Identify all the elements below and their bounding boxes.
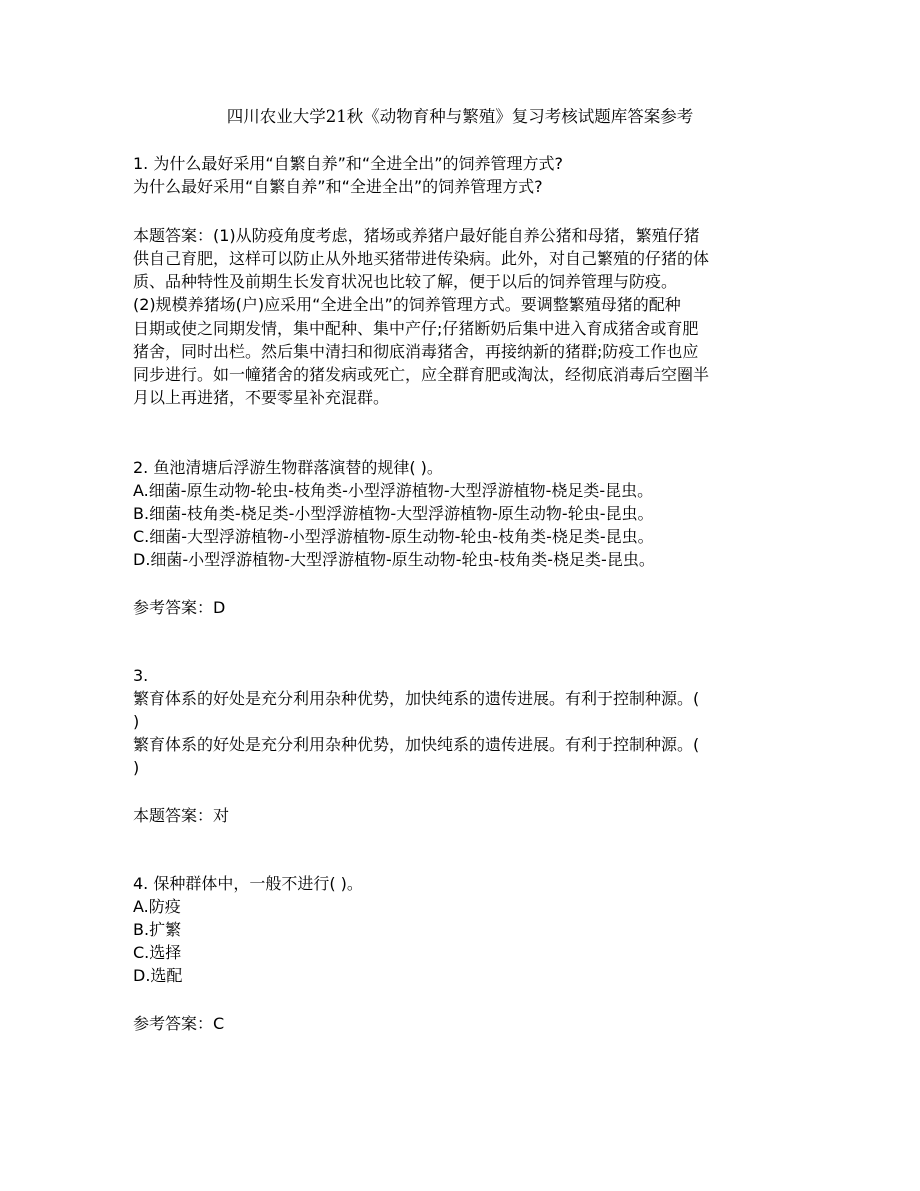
answer-line: 同步进行。如一幢猪舍的猪发病或死亡，应全群育肥或淘汰，经彻底消毒后空圈半 <box>133 365 710 384</box>
question-3-line: ) <box>133 712 140 731</box>
option-a: A.防疫 <box>133 897 181 916</box>
option-c: C.选择 <box>133 943 182 962</box>
option-b: B.细菌-枝角类-桡足类-小型浮游植物-大型浮游植物-原生动物-轮虫-昆虫。 <box>133 504 654 523</box>
question-4-stem: 4. 保种群体中，一般不进行( )。 <box>133 874 363 893</box>
answer-line: 本题答案：(1)从防疫角度考虑，猪场或养猪户最好能自养公猪和母猪，繁殖仔猪 <box>133 226 700 245</box>
answer-line: 质、品种特性及前期生长发育状况也比较了解，便于以后的饲养管理与防疫。 <box>133 272 678 291</box>
answer-line: 猪舍，同时出栏。然后集中清扫和彻底消毒猪舍，再接纳新的猪群;防疫工作也应 <box>133 342 699 361</box>
question-3-line: ) <box>133 758 140 777</box>
answer-line: 供自己育肥，这样可以防止从外地买猪带进传染病。此外，对自己繁殖的仔猪的体 <box>133 249 710 268</box>
question-3-answer: 本题答案：对 <box>133 806 230 825</box>
question-2-answer: 参考答案：D <box>133 598 226 617</box>
answer-line: (2)规模养猪场(户)应采用“全进全出”的饲养管理方式。要调整繁殖母猪的配种 <box>133 295 681 314</box>
question-3-line: 繁育体系的好处是充分利用杂种优势，加快纯系的遗传进展。有利于控制种源。( <box>133 735 700 754</box>
option-c: C.细菌-大型浮游植物-小型浮游植物-原生动物-轮虫-枝角类-桡足类-昆虫。 <box>133 527 654 546</box>
document-title: 四川农业大学21秋《动物育种与繁殖》复习考核试题库答案参考 <box>226 107 694 126</box>
answer-line: 月以上再进猪，不要零星补充混群。 <box>133 388 390 407</box>
question-1-line-1: 1. 为什么最好采用“自繁自养”和“全进全出”的饲养管理方式? <box>133 154 564 173</box>
question-2-stem: 2. 鱼池清塘后浮游生物群落演替的规律( )。 <box>133 458 443 477</box>
question-3-number: 3. <box>133 666 149 685</box>
answer-line: 日期或使之同期发情，集中配种、集中产仔;仔猪断奶后集中进入育成猪舍或育肥 <box>133 319 699 338</box>
option-b: B.扩繁 <box>133 920 182 939</box>
option-a: A.细菌-原生动物-轮虫-枝角类-小型浮游植物-大型浮游植物-桡足类-昆虫。 <box>133 481 654 500</box>
option-d: D.选配 <box>133 966 183 985</box>
question-3-line: 繁育体系的好处是充分利用杂种优势，加快纯系的遗传进展。有利于控制种源。( <box>133 689 700 708</box>
question-1-line-2: 为什么最好采用“自繁自养”和“全进全出”的饲养管理方式? <box>133 177 543 196</box>
question-4-answer: 参考答案：C <box>133 1014 225 1033</box>
option-d: D.细菌-小型浮游植物-大型浮游植物-原生动物-轮虫-枝角类-桡足类-昆虫。 <box>133 550 655 569</box>
